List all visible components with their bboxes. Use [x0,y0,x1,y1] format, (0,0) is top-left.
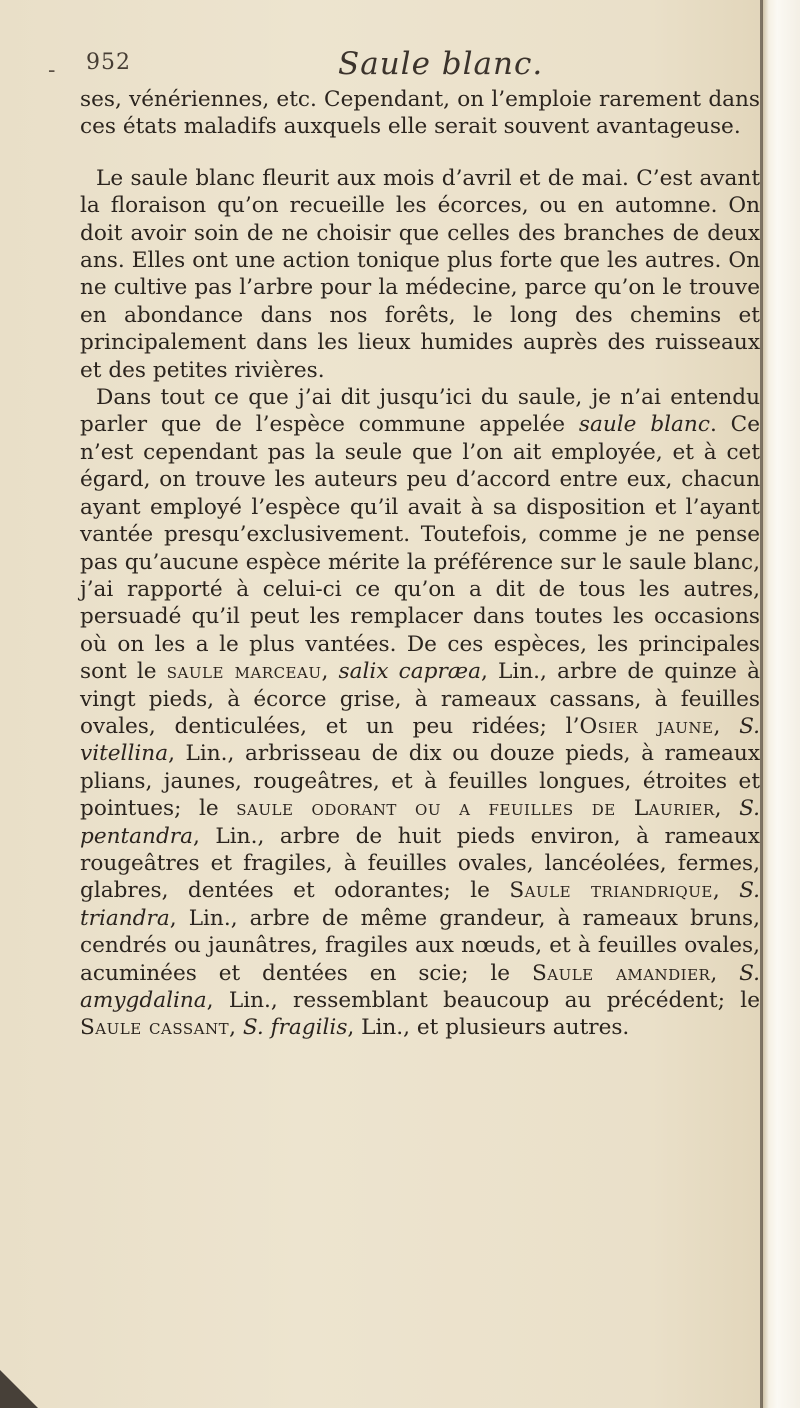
text-run: , [710,960,740,986]
smallcaps-text: Saule triandrique [509,878,713,904]
italic-text: S. pentandra [80,796,760,849]
text-run: , Lin., ressemblant beaucoup au précédent; le [206,988,760,1013]
paragraph-gap [80,141,760,165]
page-number: 952 [86,50,131,75]
italic-text: S. amygdalina [80,960,761,1013]
text-run: , Lin., et plusieurs autres. [347,1015,630,1041]
paragraph-p2 [80,165,760,384]
page-header [48,38,760,88]
smallcaps-text: Saule cassant [80,1015,230,1041]
smallcaps-text: Saule amandier [531,960,711,986]
text-run: , [714,796,740,822]
text-run: Le saule blanc fleurit aux mois d’avril et de mai. C’est avant la floraison qu’on recueille les écorces, ou en automne. On doit avoir soin de ne choisir que celles des branches de deux ans. Elles ont une action tonique plus forte que les autres. On ne cultive pas l’arbre pour la médecine, parce qu’on le trouve en abondance dans nos forêts, le long des chemins et principalement dans les lieux humides auprès des ruisseaux et des petites rivières. [80,165,760,383]
text-run: , Lin., arbrisseau de dix ou douze pieds, à rameaux plians, jaunes, rougeâtres, et à feuilles longues, étroites et pointues; le [80,741,760,822]
smallcaps-text: saule marceau [166,659,322,685]
text-run: , Lin., arbre de huit pieds environ, à rameaux rougeâtres et fragiles, à feuilles ovales, lancéolées, fermes, glabres, dentées et odorantes; le [80,823,760,904]
text-run: Dans tout ce que j’ai dit jusqu’ici du saule, je n’ai entendu parler que de l’espèce commune appelée [80,385,760,438]
body-text [80,86,760,1042]
paragraph-p3 [80,384,760,1042]
smallcaps-text: saule odorant ou a feuilles de Laurier [236,796,715,822]
text-run: , [713,713,740,739]
running-title: Saule blanc. [338,46,544,82]
italic-text: S. vitellina [80,713,760,767]
text-run: , [712,878,740,904]
text-run: . Ce n’est cependant pas la seule que l’on ait employée, et à cet égard, on trouve les auteurs peu d’accord entre eux, chacun ayant employé l’espèce qu’il avait à sa disposition et l’ayant vantée presqu’exclusivement. Toutefois, comme je ne pense pas qu’aucune espèce mérite la préférence sur le saule blanc, j’ai rapporté à celui-ci ce qu’on a dit de tous les autres, persuadé qu’il peut les remplacer dans toutes les occasions où on les a le plus vantées. De ces espèces, les principales sont le [80,412,760,685]
corner-mark [0,1370,38,1408]
paragraph-p1 [80,86,760,141]
text-run: , Lin., arbre de même grandeur, à rameaux bruns, cendrés ou jaunâtres, fragiles aux nœuds, et à feuilles ovales, acuminées et dentées en scie; le [80,905,760,986]
italic-text: salix capræa [338,659,481,685]
italic-text: S. triandra [80,878,761,931]
page-edge [762,0,800,1408]
text-run: , [321,659,339,685]
edge-dash-mark: - [48,58,56,83]
italic-text: saule blanc [578,412,710,438]
italic-text: S. fragilis [242,1015,348,1041]
text-run: , [229,1015,243,1041]
page-edge-line [760,0,763,1408]
smallcaps-text: Osier jaune [579,713,714,739]
text-run: , Lin., arbre de quinze à vingt pieds, à écorce grise, à rameaux cassans, à feuilles ovales, denticulées, et un peu ridées; l’ [80,659,760,739]
text-run: ses, vénériennes, etc. Cependant, on l’emploie rarement dans ces états maladifs auxquels elle serait souvent avantageuse. [80,87,760,140]
